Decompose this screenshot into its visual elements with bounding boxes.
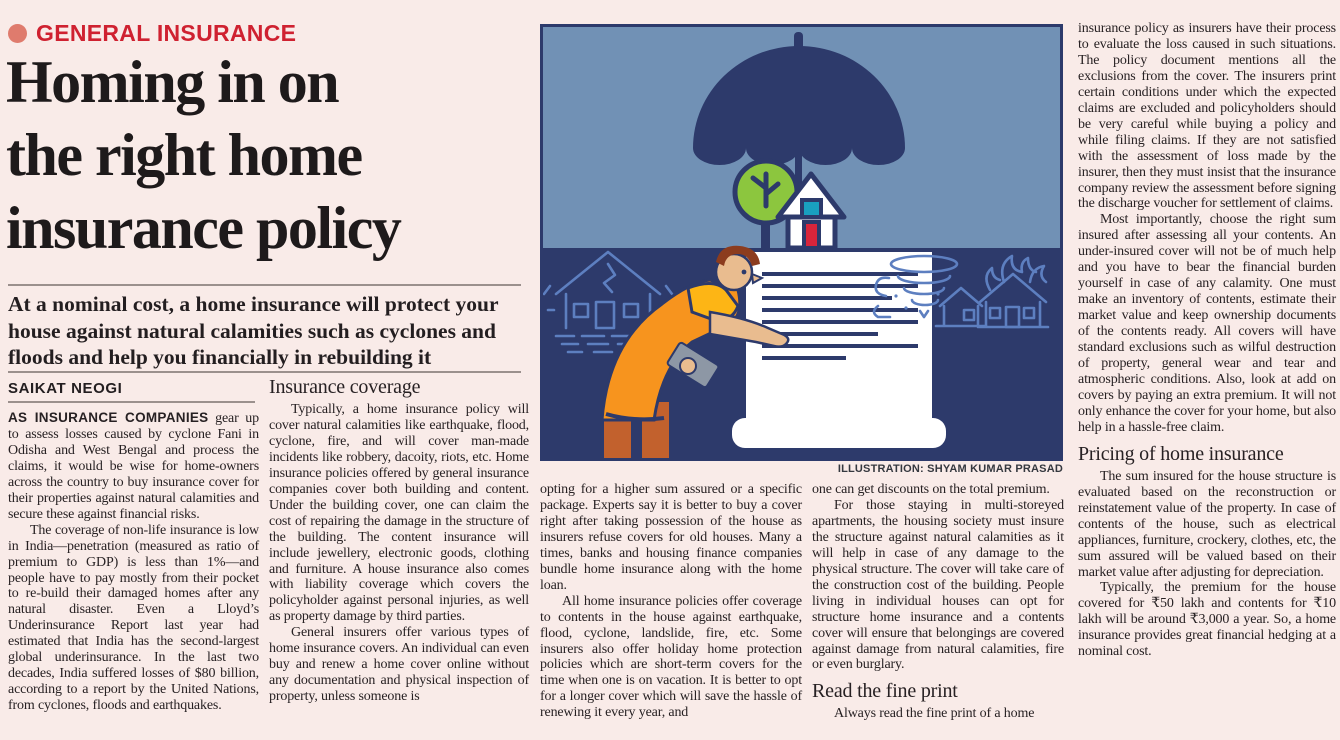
paragraph: one can get discounts on the total premium. <box>812 482 1050 497</box>
page-title <box>6 46 531 265</box>
paragraph: AS INSURANCE COMPANIES gear up to assess losses caused by cyclone Fani in Odisha and West Bengal and process the claims, it would be wise for home-owners across the country to buy insurance cover for their properties against natural calamities and secure these against financial risks. <box>8 410 259 522</box>
standfirst <box>8 291 528 371</box>
standfirst-line: house against natural calamities such as cyclones and <box>8 318 496 343</box>
divider <box>8 371 521 373</box>
standfirst-line: At a nominal cost, a home insurance will protect your <box>8 292 499 316</box>
bullet-icon <box>8 24 27 43</box>
lead-in: AS INSURANCE COMPANIES <box>8 410 209 425</box>
paragraph: For those staying in multi-storeyed apartments, the housing society must insure the structure against natural calamities as it will help in case of any damage to the physical structure. The cover will take care of the construction cost of the building. People living in individual houses can opt for structure home insurance and a contents cover will ensure that belongings are covered against damage from natural calamities, fire or even burglary. <box>812 497 1064 673</box>
article-column-3 <box>540 482 802 721</box>
divider <box>8 401 255 403</box>
headline-line-1: Homing in on <box>6 49 339 115</box>
paragraph: The coverage of non-life insurance is low in India—penetration (measured as ratio of premium to GDP) is less than 1%—and people have to pay mostly from their pocket to re-build their damaged homes after any natural disaster. Even a Lloyd’s Underinsurance Report last year had estimated that India has the second-largest global underinsurance. In the last two decades, India suffered losses of $80 billion, according to a report by the United Nations, from cyclones, floods and earthquakes. <box>8 522 259 714</box>
illustration-caption: ILLUSTRATION: SHYAM KUMAR PRASAD <box>837 463 1063 475</box>
paragraph: opting for a higher sum assured or a specific package. Experts say it is better to buy a cover right after taking possession of the house as insurers refuse covers for old houses. Many a times, banks and housing finance companies bundle home insurance along with the home loan. <box>540 482 802 593</box>
article-column-1 <box>8 410 259 714</box>
section-heading-insurance-coverage: Insurance coverage <box>269 376 421 398</box>
paragraph: Most importantly, choose the right sum insured after assessing all your contents. An under-insured cover will not be of much help and you have to bear the financial burden yourself in case of any calamity. One must make an inventory of contents, estimate their market value and keep ownership documents of the contents ready. All covers will have standard exclusions such as wilful destruction of property, general wear and tear and atmospheric conditions. Also, look at add on covers by paying an extra premium. It will not only enhance the cover for your home, but also help in a hassle-free claim. <box>1078 212 1336 435</box>
home-insurance-illustration <box>540 24 1063 461</box>
paragraph: Always read the fine print of a home <box>834 706 1035 722</box>
section-kicker <box>8 20 296 47</box>
article-column-2 <box>269 375 529 705</box>
divider <box>8 284 521 286</box>
paragraph: The sum insured for the house structure is evaluated based on the reconstruction or reinstatement value of the property. In case of contents of the house, such as electrical appliances, furniture, crockery, clothes, etc, the sum assured will be valued based on their market value after adjusting for depreciation. <box>1078 468 1336 580</box>
section-heading-pricing-of-home-insurance: Pricing of home insurance <box>1078 442 1284 465</box>
standfirst-line: floods and help you financially in rebuilding it <box>8 345 432 369</box>
paragraph: General insurers offer various types of home insurance covers. An individual can even buy and renew a home cover online without any documentation and physical inspection of property, unless someone is <box>269 625 529 705</box>
headline-line-3: insurance policy <box>6 195 401 261</box>
headline-line-2: the right home <box>6 122 362 188</box>
paragraph: Typically, the premium for the house covered for ₹50 lakh and contents for ₹10 lakh will be around ₹3,000 a year. So, a home insurance provides great financial hedging at a nominal cost. <box>1078 580 1336 660</box>
section-heading-read-the-fine-print: Read the fine print <box>812 680 958 703</box>
kicker-label: GENERAL INSURANCE <box>36 20 297 46</box>
article-column-4 <box>812 482 1064 722</box>
byline: SAIKAT NEOGI <box>8 380 123 397</box>
paragraph: Typically, a home insurance policy will cover natural calamities like earthquake, flood, cyclone, fire, and will cover man-made incidents like robbery, dacoity, riots, etc. Home insurance policies offered by general insurance companies cover both building and content. Under the building cover, one can claim the cost of repairing the damage in the structure of the building. The content insurance will include jewellery, electronic goods, clothing and furniture. A house insurance also comes with liability coverage which covers the policyholder against personal injuries, as well as property damage by third parties. <box>269 402 529 625</box>
article-column-5 <box>1078 21 1336 660</box>
paragraph: insurance policy as insurers have their process to evaluate the loss caused in such situations. The policy document mentions all the exclusions from the cover. The insurers print certain conditions under which the expected claims are excluded and policyholders should be very careful while buying a policy and while filing claims. If they are not satisfied with the assessment of loss made by the insurer, then they must insist that the insurance company review the assessment before signing the discharge voucher for settlement of claims. <box>1078 21 1336 212</box>
paragraph: All home insurance policies offer coverage to contents in the house against earthquake, flood, cyclone, landslide, fire, etc. Some insurers also offer holiday home protection policies which are short-term covers for the time when one is on vacation. It is better to opt for a longer cover which will save the hassle of renewing it every year, and <box>540 593 802 721</box>
